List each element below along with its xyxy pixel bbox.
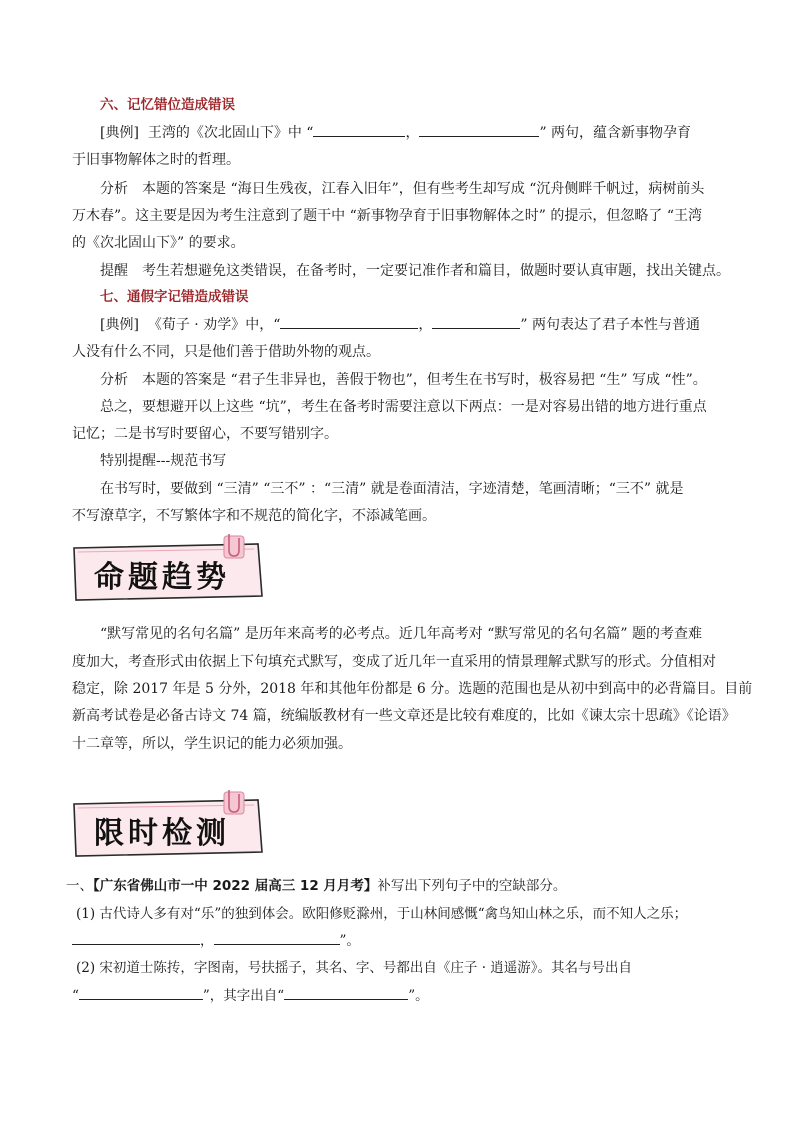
writing-rule-2: 不写潦草字，不写繁体字和不规范的简化字，不添减笔画。 [72,508,436,524]
answer-blank[interactable] [284,985,408,1000]
section-6-analysis-2: 万木春”。这主要是因为考生注意到了题干中 “新事物孕育于旧事物解体之时” 的提示，但忽略了 “王湾 [72,208,702,224]
answer-mid: ”，其字出自“ [202,988,285,1004]
section-7-example-cont: 人没有什么不同，只是他们善于借助外物的观点。 [72,344,380,360]
question-1-1-answer [72,930,360,951]
example-sep: ， [418,317,433,333]
trend-banner [72,538,264,604]
test-banner-label: 限时检测 [94,816,230,851]
trend-line-3: 稳定，除 2017 年是 5 分外，2018 年和其他年份都是 6 分。选题的范围也是从初中到高中的必背篇目。目前 [72,681,753,697]
example-text-a: 《荀子 · 劝学》中，“ [147,317,281,333]
trend-line-2: 度加大，考查形式由依据上下句填充式默写，变成了近几年一直采用的情景理解式默写的形式。分值相对 [72,654,716,670]
section-6-example-cont: 于旧事物解体之时的哲理。 [72,152,240,168]
answer-end: ”。 [408,988,429,1004]
section-7-example [100,314,700,335]
section-7-analysis: 分析 本题的答案是 “君子生非异也，善假于物也”，但考生在书写时，极容易把 “生” 写成 “性”。 [100,372,707,388]
section-6-analysis-1: 分析 本题的答案是 “海日生残夜，江春入旧年”，但有些考生却写成 “沉舟侧畔千帆过，病树前头 [100,181,705,197]
trend-banner-label: 命题趋势 [94,560,230,595]
answer-blank[interactable] [72,930,200,945]
question-1-1: (1) 古代诗人多有对“乐”的独到体会。欧阳修贬滁州，于山林间感慨“禽鸟知山林之乐，而不知人之乐； [76,906,688,922]
trend-line-4: 新高考试卷是必备古诗文 74 篇，统编版教材有一些文章还是比较有难度的，比如《谏太宗十思疏》《论语》 [72,708,736,724]
example-label: [典例] [100,317,139,333]
example-text-a: 王湾的《次北固山下》中 “ [147,125,314,141]
section-6-example [100,122,691,143]
fill-blank[interactable] [313,122,405,137]
fill-blank[interactable] [280,314,418,329]
answer-open: “ [72,988,79,1004]
question-1-2: (2) 宋初道士陈抟，字图南，号扶摇子，其名、字、号都出自《庄子 · 逍遥游》。其名与号出自 [76,960,633,976]
example-text-b: ” 两句表达了君子本性与普通 [520,317,700,333]
section-6-heading: 六、记忆错位造成错误 [100,97,235,113]
section-7-summary-2: 记忆；二是书写时要留心，不要写错别字。 [72,426,338,442]
trend-line-5: 十二章等，所以，学生识记的能力必须加强。 [72,736,352,752]
question-1 [66,876,566,896]
section-6-analysis-3: 的《次北固山下》” 的要求。 [72,235,245,251]
section-7-summary-1: 总之，要想避开以上这些 “坑”，考生在备考时需要注意以下两点：一是对容易出错的地方进行重点 [100,399,707,415]
example-sep: ， [405,125,420,141]
fill-blank[interactable] [432,314,520,329]
trend-line-1: “默写常见的名句名篇” 是历年来高考的必考点。近几年高考对 “默写常见的名句名篇” 题的考查难 [100,626,702,642]
fill-blank[interactable] [419,122,539,137]
section-6-tip: 提醒 考生若想避免这类错误，在备考时，一定要记准作者和篇目，做题时要认真审题，找出关键点。 [100,263,730,279]
test-banner [72,794,264,860]
answer-blank[interactable] [79,985,203,1000]
writing-rule-1: 在书写时，要做到 “三清” “三不” ：“三清” 就是卷面清洁，字迹清楚，笔画清晰；“三不” 就是 [100,481,684,497]
special-tip: 特别提醒---规范书写 [100,453,227,469]
example-text-b: ” 两句，蕴含新事物孕育 [539,125,692,141]
question-source: 【广东省佛山市一中 2022 届高三 12 月月考】 [93,878,378,894]
question-1-2-answer [72,985,429,1006]
example-label: [典例] [100,125,139,141]
question-number: 一、 [66,878,93,894]
section-7-heading: 七、通假字记错造成错误 [100,289,249,305]
answer-blank[interactable] [214,930,340,945]
question-instruction: 补写出下列句子中的空缺部分。 [377,878,567,894]
answer-sep: ， [200,933,214,949]
answer-end: ”。 [339,933,360,949]
